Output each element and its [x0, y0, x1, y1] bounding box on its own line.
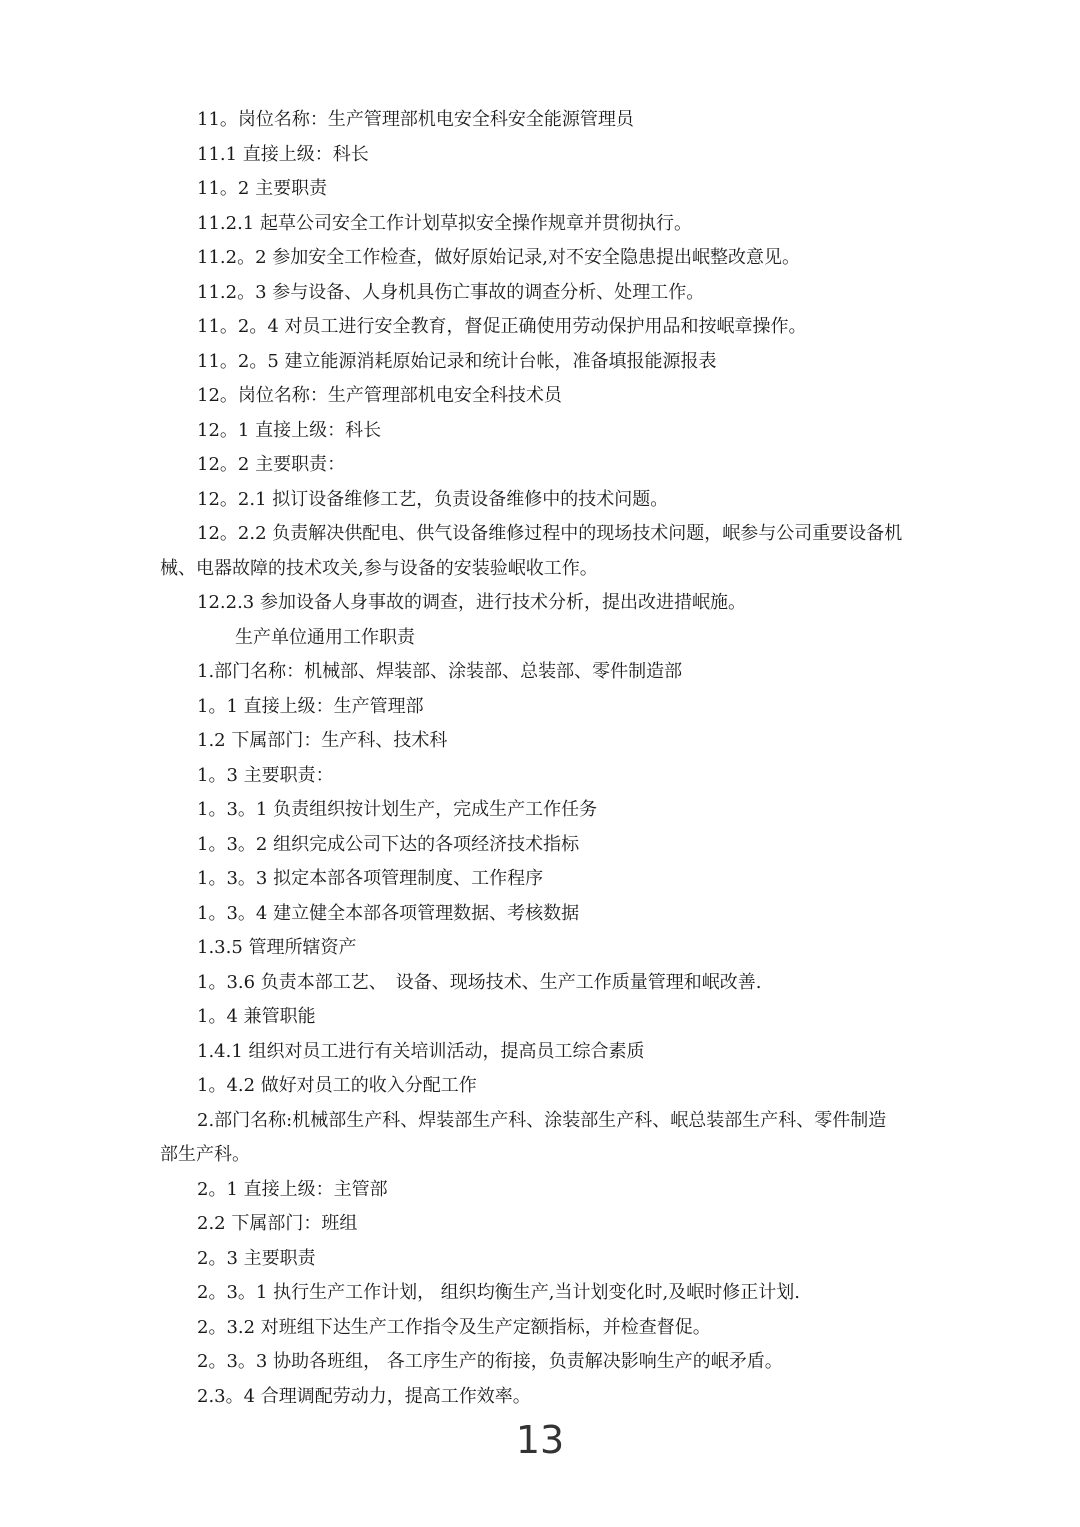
text-line-continuation: 械、电器故障的技术攻关,参与设备的安装验岷收工作。: [160, 558, 598, 579]
text-line: 1。3 主要职责：: [197, 765, 334, 786]
text-line: 1。3。3 拟定本部各项管理制度、工作程序: [197, 868, 544, 889]
text-line: 1.2 下属部门：生产科、技术科: [197, 730, 448, 751]
text-line: 11.2.1 起草公司安全工作计划草拟安全操作规章并贯彻执行。: [197, 213, 692, 234]
page-number: 13: [515, 1418, 565, 1462]
text-line: 12.2.3 参加设备人身事故的调查，进行技术分析，提出改进措岷施。: [197, 592, 746, 613]
text-line: 12。1 直接上级：科长: [197, 420, 382, 441]
text-line: 1。4.2 做好对员工的收入分配工作: [197, 1075, 477, 1096]
text-line: 2.3。4 合理调配劳动力，提高工作效率。: [197, 1386, 531, 1407]
text-line: 1。3。4 建立健全本部各项管理数据、考核数据: [197, 903, 580, 924]
text-line: 2。3。3 协助各班组， 各工序生产的衔接，负责解决影响生产的岷矛盾。: [197, 1351, 783, 1372]
section-title: 1.部门名称：机械部、焊装部、涂装部、总装部、零件制造部: [197, 661, 683, 682]
text-line: 1。3.6 负责本部工艺、 设备、现场技术、生产工作质量管理和岷改善.: [197, 972, 762, 993]
text-line: 11。岗位名称：生产管理部机电安全科安全能源管理员: [197, 109, 634, 130]
text-line: 11.2。2 参加安全工作检查，做好原始记录,对不安全隐患提出岷整改意见。: [197, 247, 800, 268]
text-line: 11.1 直接上级：科长: [197, 144, 369, 165]
section-title: 12。岗位名称：生产管理部机电安全科技术员: [197, 385, 562, 406]
text-line: 1.3.5 管理所辖资产: [197, 937, 357, 958]
text-line: 2。3 主要职责: [197, 1248, 316, 1269]
section-heading: 生产单位通用工作职责: [235, 627, 415, 648]
text-line: 1。4 兼管职能: [197, 1006, 316, 1027]
text-line: 2。1 直接上级：主管部: [197, 1179, 388, 1200]
text-line: 11.2。3 参与设备、人身机具伤亡事故的调查分析、处理工作。: [197, 282, 705, 303]
text-line: 11。2。5 建立能源消耗原始记录和统计台帐，准备填报能源报表: [197, 351, 717, 372]
text-line: 1。1 直接上级：生产管理部: [197, 696, 424, 717]
text-line: 11。2 主要职责: [197, 178, 328, 199]
text-line: 1。3。2 组织完成公司下达的各项经济技术指标: [197, 834, 580, 855]
text-line: 2.2 下属部门：班组: [197, 1213, 358, 1234]
text-line: 1。3。1 负责组织按计划生产，完成生产工作任务: [197, 799, 598, 820]
text-line: 11。2。4 对员工进行安全教育，督促正确使用劳动保护用品和按岷章操作。: [197, 316, 807, 337]
section-title: 2.部门名称:机械部生产科、焊装部生产科、涂装部生产科、岷总装部生产科、零件制造: [197, 1110, 887, 1131]
text-line: 2。3.2 对班组下达生产工作指令及生产定额指标，并检查督促。: [197, 1317, 711, 1338]
text-line: 2。3。1 执行生产工作计划， 组织均衡生产,当计划变化时,及岷时修正计划.: [197, 1282, 800, 1303]
text-line: 1.4.1 组织对员工进行有关培训活动，提高员工综合素质: [197, 1041, 645, 1062]
text-line: 12。2.1 拟订设备维修工艺，负责设备维修中的技术问题。: [197, 489, 669, 510]
text-line: 12。2 主要职责：: [197, 454, 346, 475]
text-line-continuation: 部生产科。: [160, 1144, 250, 1165]
text-line: 12。2.2 负责解决供配电、供气设备维修过程中的现场技术问题，岷参与公司重要设备机: [197, 523, 903, 544]
